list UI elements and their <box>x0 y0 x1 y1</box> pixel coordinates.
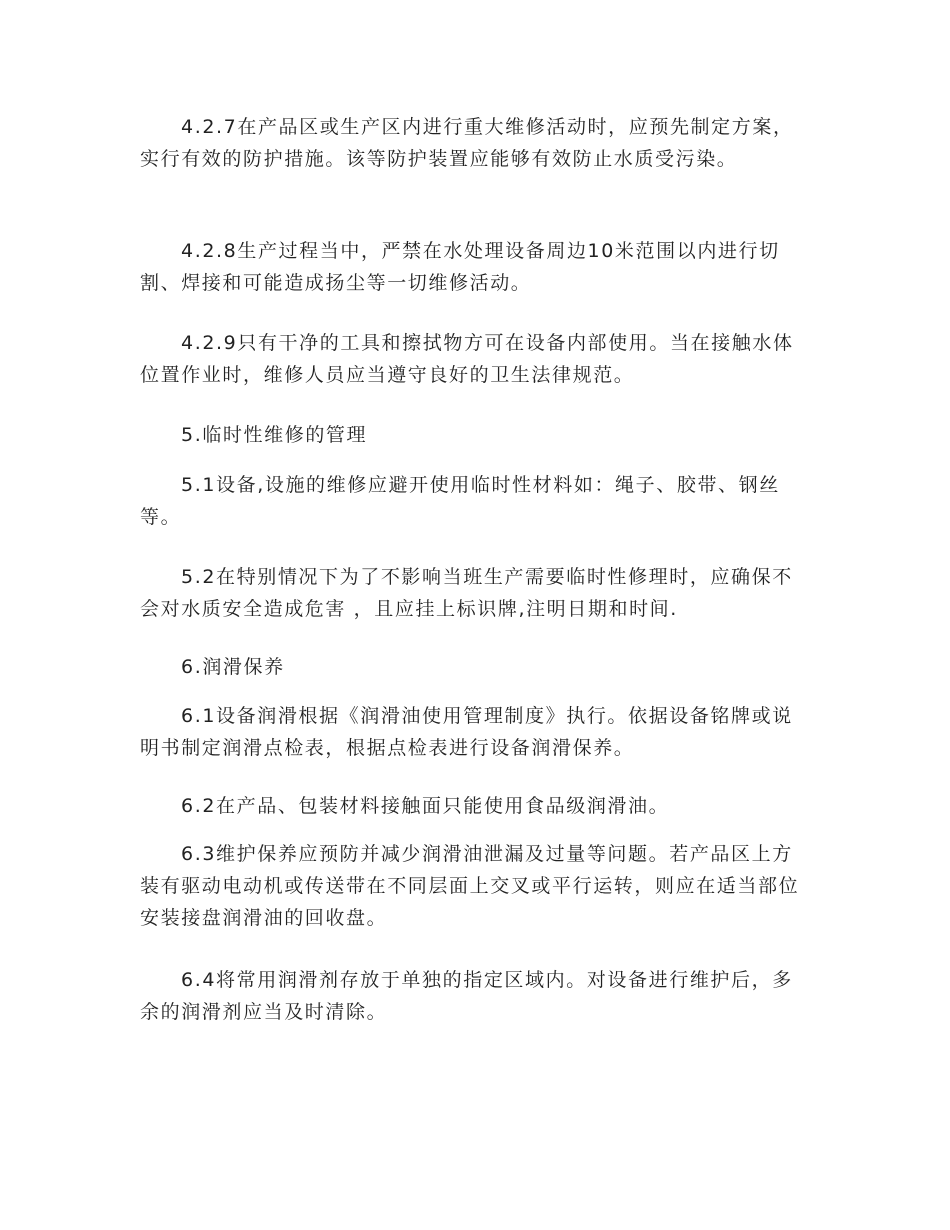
paragraph-5-1: 5.1设备,设施的维修应避开使用临时性材料如：绳子、胶带、钢丝等。 <box>140 474 780 528</box>
paragraph-5-2: 5.2在特别情况下为了不影响当班生产需要临时性修理时，应确保不会对水质安全造成危害 ，且应挂上标识牌,注明日期和时间. <box>140 566 793 620</box>
paragraph-6-1: 6.1设备润滑根据《润滑油使用管理制度》执行。依据设备铭牌或说明书制定润滑点检表，根据点检表进行设备润滑保养。 <box>140 705 793 759</box>
paragraph-6-2: 6.2在产品、包装材料接触面只能使用食品级润滑油。 <box>181 795 670 817</box>
paragraph-4-2-8: 4.2.8生产过程当中，严禁在水处理设备周边10米范围以内进行切割、焊接和可能造成扬尘等一切维修活动。 <box>140 240 780 294</box>
paragraph-6-3: 6.3维护保养应预防并减少润滑油泄漏及过量等问题。若产品区上方装有驱动电动机或传送带在不同层面上交叉或平行运转，则应在适当部位安装接盘润滑油的回收盘。 <box>140 843 800 929</box>
paragraph-6-4: 6.4将常用润滑剂存放于单独的指定区域内。对设备进行维护后，多余的润滑剂应当及时清除。 <box>140 969 793 1023</box>
section-heading-6: 6.润滑保养 <box>181 656 285 678</box>
paragraph-4-2-9: 4.2.9只有干净的工具和擦拭物方可在设备内部使用。当在接触水体位置作业时，维修人员应当遵守良好的卫生法律规范。 <box>140 332 794 386</box>
paragraph-4-2-7: 4.2.7在产品区或生产区内进行重大维修活动时，应预先制定方案，实行有效的防护措施。该等防护装置应能够有效防止水质受污染。 <box>140 116 794 170</box>
section-heading-5: 5.临时性维修的管理 <box>181 424 368 446</box>
